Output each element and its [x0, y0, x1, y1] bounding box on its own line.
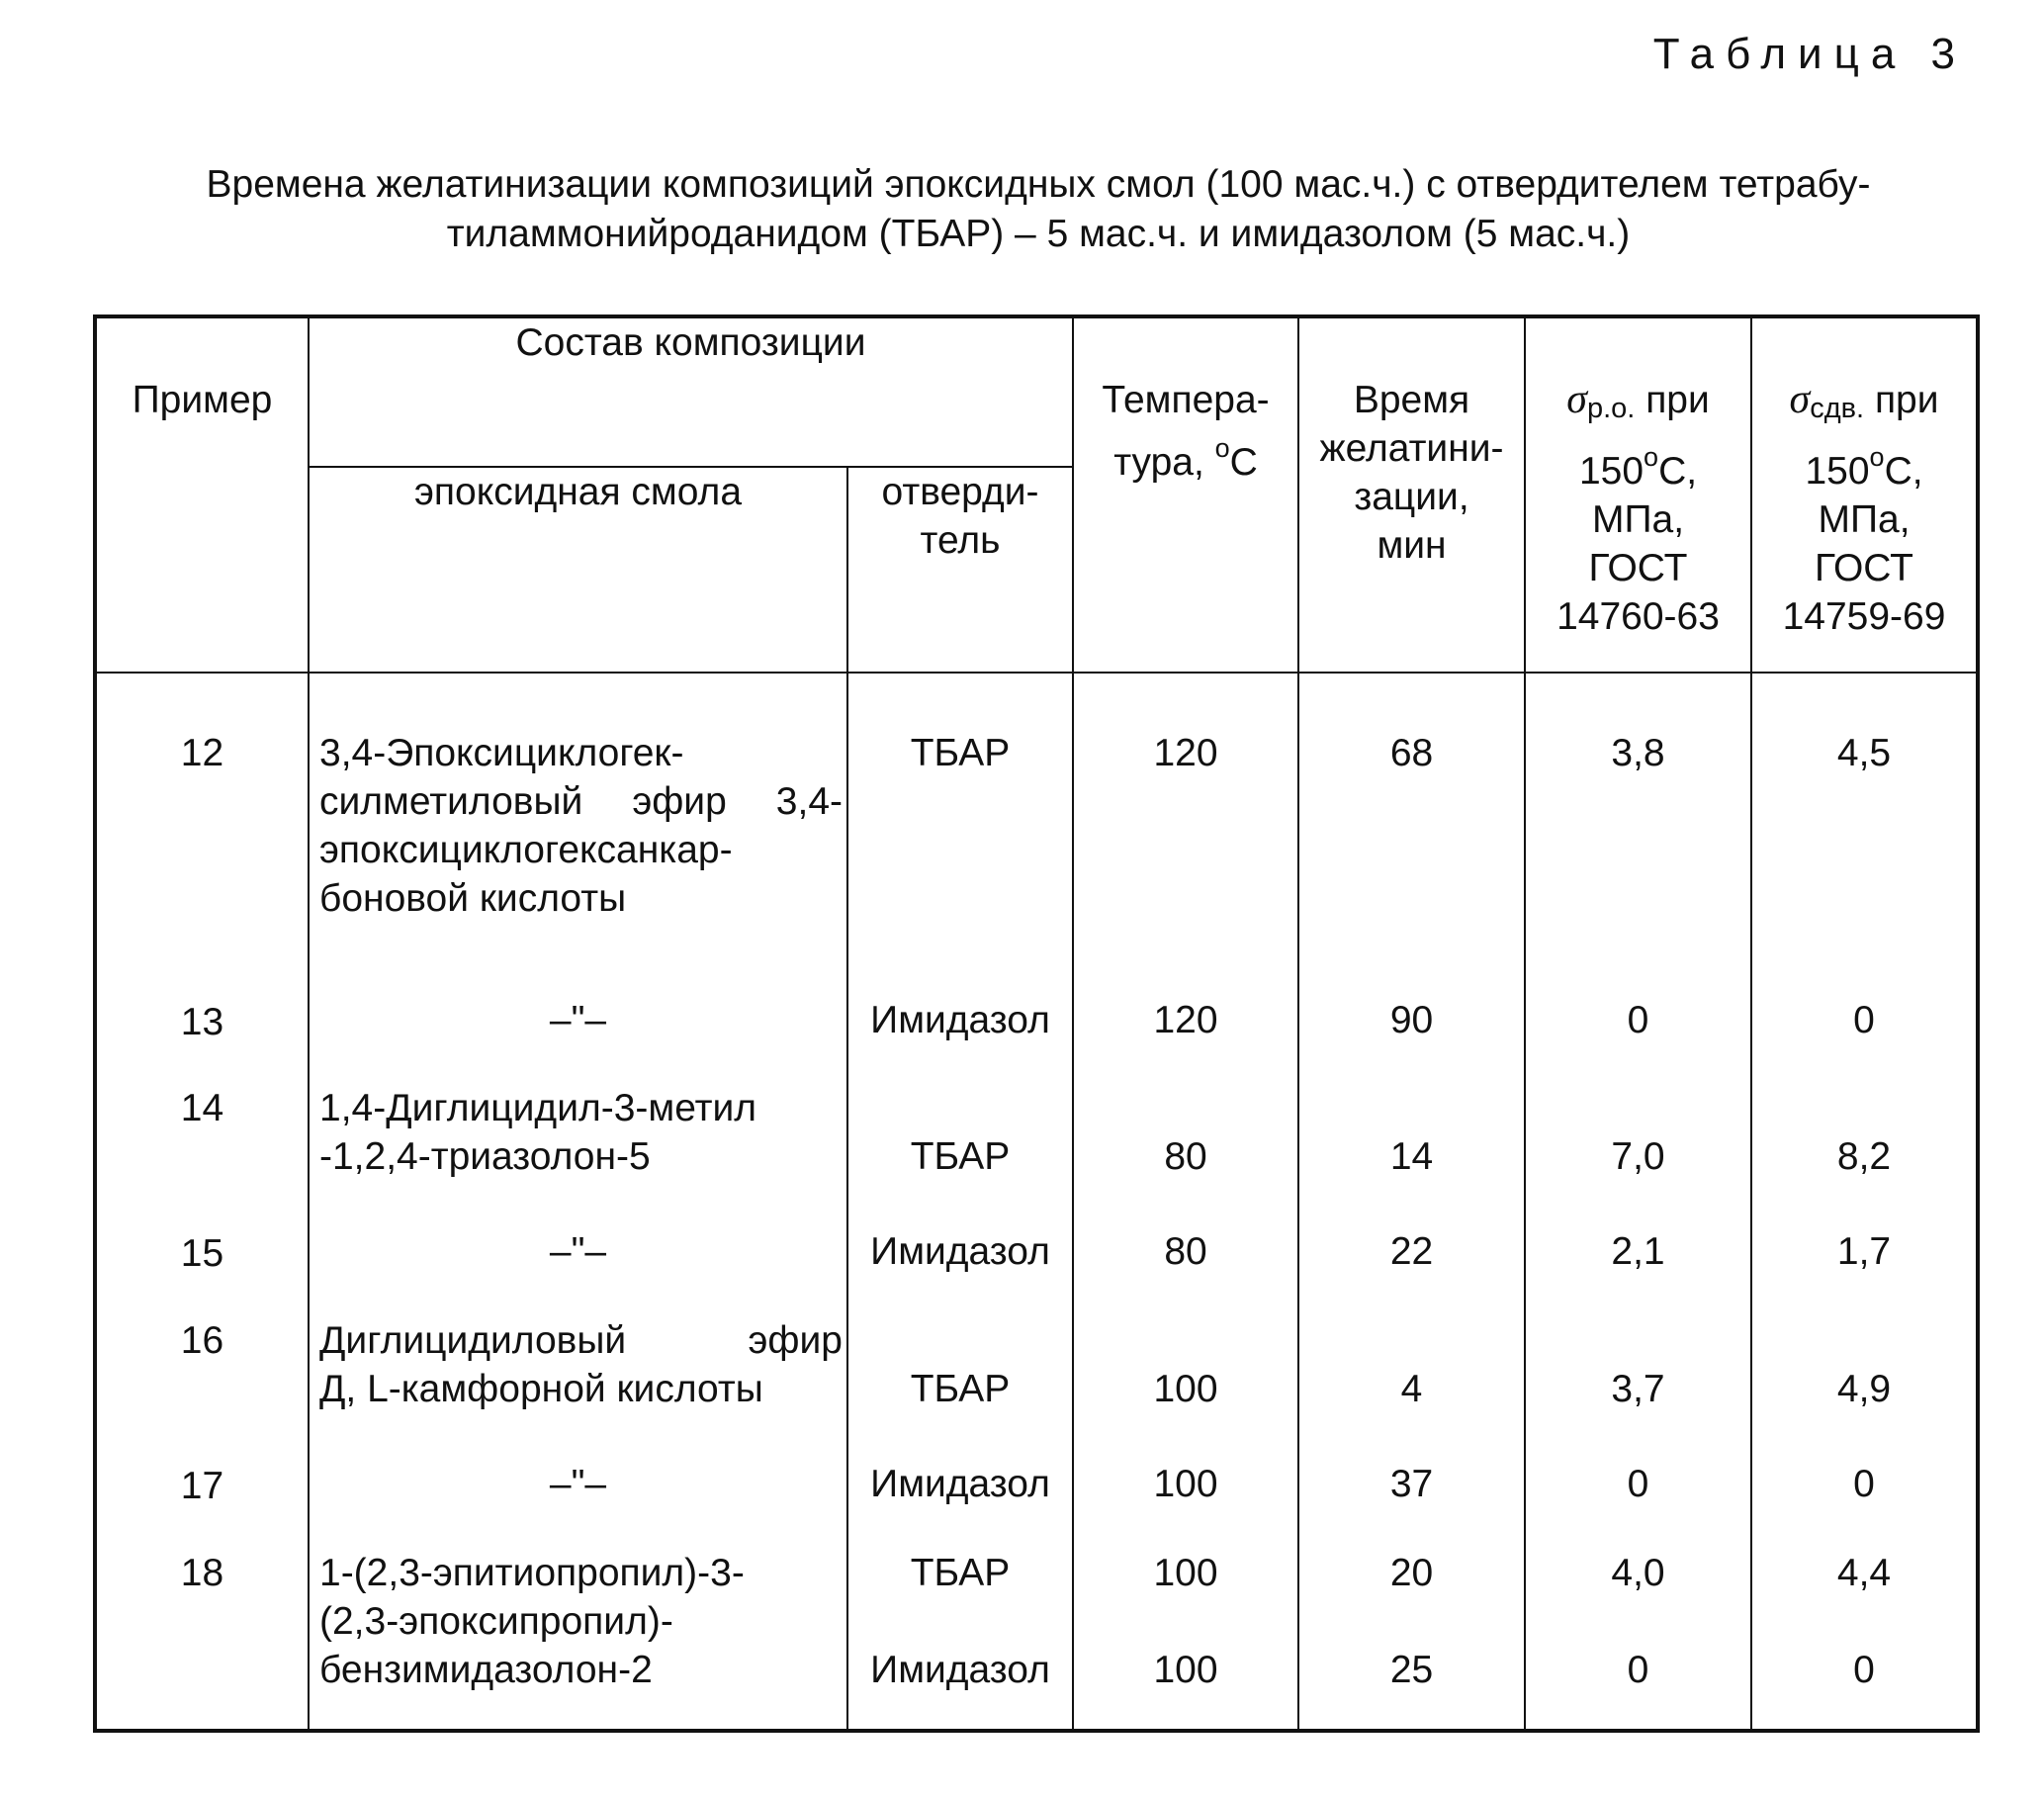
sigma-sdv-value: 4,4 — [1836, 1551, 1892, 1594]
cell-temperature: 100 — [1073, 1438, 1298, 1525]
cell-sigma-sdv: 4,5 — [1751, 673, 1978, 974]
resin-line: Диглицидиловый эфир — [319, 1319, 843, 1363]
cell-sigma-ro: 2,1 — [1525, 1206, 1751, 1293]
cell-sigma-ro: 3,7 — [1525, 1293, 1751, 1438]
resin-line: 1,4-Диглицидил-3-метил — [319, 1087, 757, 1130]
cell-temperature: 120 — [1073, 974, 1298, 1061]
header-sigma-ro-line-3: МПа, — [1591, 498, 1685, 541]
sigma-ro-value: 4,0 — [1611, 1551, 1665, 1594]
caption-line-2: тиламмонийроданидом (ТБАР) – 5 мас.ч. и имидазолом (5 мас.ч.) — [446, 213, 1631, 255]
resin-line: Д, L-камфорной кислоты — [319, 1368, 763, 1411]
sigma-ro-value: 0 — [1627, 1648, 1649, 1691]
sigma-ro-subscript: р.о. — [1586, 393, 1636, 424]
cell-sigma-sdv: 8,2 — [1751, 1060, 1978, 1206]
cell-gelation-time: 14 — [1298, 1060, 1525, 1206]
table-filler-row — [95, 1729, 1978, 1731]
filler-cell — [847, 1729, 1073, 1731]
table-row-13 — [95, 974, 1978, 1061]
header-sigma-ro-deg-value: 150 — [1578, 450, 1644, 493]
header-example: Пример — [95, 316, 309, 673]
table-row-16 — [95, 1293, 1978, 1438]
cell-example-no: 18 — [95, 1525, 309, 1729]
time-value: 20 — [1389, 1551, 1434, 1594]
cell-gelation-time: 4 — [1298, 1293, 1525, 1438]
hardener-value: ТБАР — [910, 1551, 1011, 1594]
header-time-line-1: Время — [1353, 379, 1470, 421]
cell-sigma-sdv — [1751, 1525, 1978, 1729]
header-sigma-sdv-line-1 — [1752, 376, 1976, 433]
line-gap — [1074, 1597, 1297, 1646]
sigma-sdv-subscript: сдв. — [1810, 393, 1865, 424]
cell-temperature — [1073, 1525, 1298, 1729]
table-row-14 — [95, 1060, 1978, 1206]
sigma-symbol: σ — [1789, 377, 1811, 422]
line-gap — [1752, 1597, 1976, 1646]
degree-sign: o — [1214, 433, 1230, 463]
cell-gelation-time: 37 — [1298, 1438, 1525, 1525]
filler-cell — [95, 1729, 309, 1731]
header-sigma-ro-line-4: ГОСТ — [1588, 547, 1688, 589]
header-composition: Состав композиции — [309, 316, 1073, 467]
header-sigma-sdv-pri: при — [1874, 379, 1939, 421]
header-temperature-unit: C — [1229, 441, 1258, 484]
cell-sigma-ro: 7,0 — [1525, 1060, 1751, 1206]
cell-resin — [309, 673, 847, 974]
cell-sigma-ro: 3,8 — [1525, 673, 1751, 974]
cell-temperature: 100 — [1073, 1293, 1298, 1438]
cell-hardener: ТБАР — [847, 1293, 1073, 1438]
header-temperature — [1073, 316, 1298, 673]
table-row-12 — [95, 673, 1978, 974]
header-hardener-line-2: тель — [920, 519, 1001, 562]
header-temperature-text: тура, — [1113, 441, 1204, 484]
cell-hardener: ТБАР — [847, 673, 1073, 974]
time-value: 25 — [1389, 1648, 1434, 1691]
header-hardener — [847, 467, 1073, 673]
header-resin: эпоксидная смола — [309, 467, 847, 673]
resin-line: боновой кислоты — [319, 877, 627, 920]
header-time-line-2: желатини- — [1319, 427, 1504, 470]
cell-gelation-time: 90 — [1298, 974, 1525, 1061]
cell-sigma-sdv: 4,9 — [1751, 1293, 1978, 1438]
line-gap — [1299, 1597, 1524, 1646]
cell-resin-ditto: –"– — [309, 974, 847, 1061]
cell-example-no: 16 — [95, 1293, 309, 1438]
cell-example-no: 13 — [95, 974, 309, 1061]
cell-hardener: ТБАР — [847, 1060, 1073, 1206]
gelation-time-table — [93, 315, 1980, 1733]
header-sigma-ro-line-2 — [1526, 433, 1750, 495]
resin-line: -1,2,4-триазолон-5 — [319, 1135, 651, 1179]
table-row-18 — [95, 1525, 1978, 1729]
cell-example-no: 12 — [95, 673, 309, 974]
table-caption — [89, 160, 1988, 259]
cell-sigma-ro — [1525, 1525, 1751, 1729]
cell-resin-ditto: –"– — [309, 1438, 847, 1525]
filler-cell — [1525, 1729, 1751, 1731]
cell-sigma-sdv: 1,7 — [1751, 1206, 1978, 1293]
header-time-line-4: мин — [1377, 524, 1447, 567]
resin-line: силметиловый эфир 3,4- — [319, 780, 843, 823]
header-sigma-sdv-deg-value: 150 — [1805, 450, 1870, 493]
line-gap — [848, 1597, 1072, 1646]
cell-resin — [309, 1060, 847, 1206]
cell-example-no: 15 — [95, 1206, 309, 1293]
degree-sign: o — [1644, 442, 1659, 472]
cell-example-no: 17 — [95, 1438, 309, 1525]
resin-line: бензимидазолон-2 — [319, 1648, 653, 1691]
cell-sigma-ro: 0 — [1525, 974, 1751, 1061]
caption-line-1: Времена желатинизации композиций эпоксидных смол (100 мас.ч.) с отвердителем тетрабу- — [206, 163, 1871, 206]
cell-resin — [309, 1293, 847, 1438]
header-sigma-ro-line-1 — [1526, 376, 1750, 433]
resin-line: 1-(2,3-эпитиопропил)-3- — [319, 1551, 745, 1594]
filler-cell — [1298, 1729, 1525, 1731]
cell-sigma-ro: 0 — [1525, 1438, 1751, 1525]
header-sigma-sdv-line-5: 14759-69 — [1782, 595, 1946, 638]
filler-cell — [1073, 1729, 1298, 1731]
header-sigma-sdv-deg-unit: C, — [1884, 450, 1923, 493]
header-sigma-sdv-line-3: МПа, — [1818, 498, 1911, 541]
resin-line: (2,3-эпоксипропил)- — [319, 1599, 673, 1643]
cell-hardener: Имидазол — [847, 1438, 1073, 1525]
cell-sigma-sdv: 0 — [1751, 974, 1978, 1061]
table-row-17 — [95, 1438, 1978, 1525]
cell-hardener — [847, 1525, 1073, 1729]
hardener-value: Имидазол — [870, 1648, 1050, 1691]
cell-example-no: 14 — [95, 1060, 309, 1206]
table-number: Таблица 3 — [1652, 30, 1967, 78]
header-sigma-ro-pri: при — [1645, 379, 1710, 421]
sigma-symbol: σ — [1566, 377, 1587, 422]
cell-temperature: 120 — [1073, 673, 1298, 974]
header-sigma-sdv-line-2 — [1752, 433, 1976, 495]
cell-sigma-sdv: 0 — [1751, 1438, 1978, 1525]
header-sigma-sdv — [1751, 316, 1978, 673]
sigma-sdv-value: 0 — [1853, 1648, 1875, 1691]
header-sigma-ro-deg-unit: C, — [1658, 450, 1698, 493]
header-sigma-ro-line-5: 14760-63 — [1556, 595, 1720, 638]
temperature-value: 100 — [1153, 1648, 1218, 1691]
cell-gelation-time — [1298, 1525, 1525, 1729]
header-temperature-line-1: Темпера- — [1102, 379, 1270, 421]
header-sigma-ro — [1525, 316, 1751, 673]
cell-temperature: 80 — [1073, 1206, 1298, 1293]
header-sigma-sdv-line-4: ГОСТ — [1815, 547, 1913, 589]
temperature-value: 100 — [1153, 1551, 1218, 1594]
cell-gelation-time: 68 — [1298, 673, 1525, 974]
line-gap — [1526, 1597, 1750, 1646]
header-time-line-3: зации, — [1354, 476, 1469, 518]
cell-resin — [309, 1525, 847, 1729]
resin-line: 3,4-Эпоксициклогек- — [319, 732, 684, 774]
cell-resin-ditto: –"– — [309, 1206, 847, 1293]
table-row-15 — [95, 1206, 1978, 1293]
cell-temperature: 80 — [1073, 1060, 1298, 1206]
header-temperature-line-2 — [1074, 424, 1297, 487]
filler-cell — [309, 1729, 847, 1731]
resin-line: эпоксициклогексанкар- — [319, 829, 733, 871]
filler-cell — [1751, 1729, 1978, 1731]
header-hardener-line-1: отверди- — [881, 471, 1039, 513]
degree-sign: o — [1869, 442, 1885, 472]
cell-hardener: Имидазол — [847, 974, 1073, 1061]
cell-gelation-time: 22 — [1298, 1206, 1525, 1293]
cell-hardener: Имидазол — [847, 1206, 1073, 1293]
header-gelation-time — [1298, 316, 1525, 673]
